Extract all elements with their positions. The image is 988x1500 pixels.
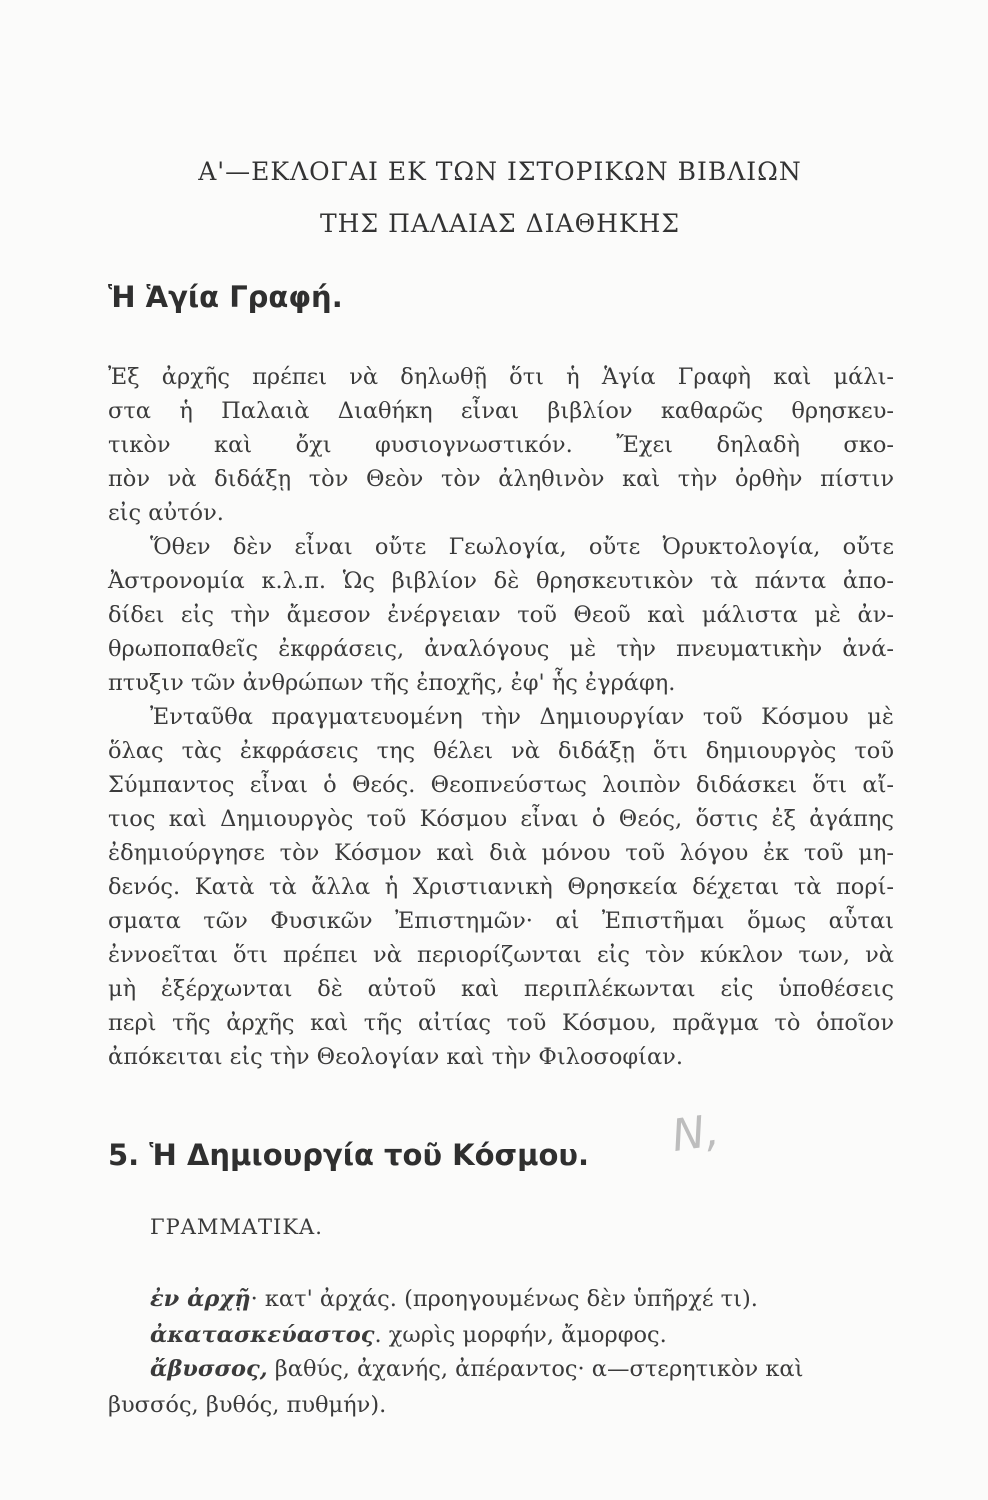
glossary-entry <box>150 1352 936 1386</box>
body-line: δενός. Κατὰ τὰ ἄλλα ἡ Χριστιανικὴ Θρησκεία δέχεται τὰ πορί- <box>108 874 894 900</box>
body-line: τιος καὶ Δημιουργὸς τοῦ Κόσμου εἶναι ὁ Θεός, ὅστις ἐξ ἀγάπης <box>108 806 894 832</box>
body-line: θρωποπαθεῖς ἐκφράσεις, ἀναλόγους μὲ τὴν πνευματικὴν ἀνά- <box>108 636 894 662</box>
body-line: Σύμπαντος εἶναι ὁ Θεός. Θεοπνεύστως λοιπὸν διδάσκει ὅτι αἴ- <box>108 772 894 798</box>
glossary-entry <box>150 1282 936 1316</box>
body-line: ἀπόκειται εἰς τὴν Θεολογίαν καὶ τὴν Φιλοσοφίαν. <box>108 1044 683 1070</box>
body-line: τικὸν καὶ ὄχι φυσιογνωστικόν. Ἔχει δηλαδὴ σκο- <box>108 432 894 458</box>
body-line: σματα τῶν Φυσικῶν Ἐπιστημῶν· αἱ Ἐπιστῆμαι ὅμως αὗται <box>108 908 894 934</box>
glossary-term: ἀκατασκεύαστος <box>150 1322 375 1348</box>
chapter-title-line-2: ΤΗΣ ΠΑΛΑΙΑΣ ΔΙΑΘΗΚΗΣ <box>319 209 681 238</box>
glossary-entry <box>150 1318 936 1352</box>
section-title-holy-scripture: Ἡ Ἁγία Γραφή. <box>108 280 343 314</box>
glossary-definition: βυσσός, βυθός, πυθμήν). <box>108 1392 387 1418</box>
body-line: δίδει εἰς τὴν ἄμεσον ἐνέργειαν τοῦ Θεοῦ καὶ μάλιστα μὲ ἀν- <box>108 602 894 628</box>
body-line: Ἐνταῦθα πραγματευομένη τὴν Δημιουργίαν τοῦ Κόσμου μὲ <box>150 704 894 730</box>
glossary-definition: · κατ' ἀρχάς. (προηγουμένως δὲν ὑπῆρχέ τι). <box>250 1286 758 1312</box>
body-line: Ἐξ ἀρχῆς πρέπει νὰ δηλωθῇ ὅτι ἡ Ἁγία Γραφὴ καὶ μάλι- <box>108 364 894 390</box>
body-line: μὴ ἐξέρχωνται δὲ αὐτοῦ καὶ περιπλέκωνται εἰς ὑποθέσεις <box>108 976 894 1002</box>
chapter-title-line-1: Α'—ΕΚΛΟΓΑΙ ΕΚ ΤΩΝ ΙΣΤΟΡΙΚΩΝ ΒΙΒΛΙΩΝ <box>198 157 802 186</box>
body-line: ἐννοεῖται ὅτι πρέπει νὰ περιορίζωνται εἰς τὸν κύκλον των, νὰ <box>108 942 894 968</box>
body-line: περὶ τῆς ἀρχῆς καὶ τῆς αἰτίας τοῦ Κόσμου, πρᾶγμα τὸ ὁποῖον <box>108 1010 894 1036</box>
glossary-term: ἄβυσσος, <box>150 1356 268 1382</box>
glossary-definition: . χωρὶς μορφήν, ἄμορφος. <box>374 1322 667 1348</box>
grammar-heading: ΓΡΑΜΜΑΤΙΚΑ. <box>150 1215 323 1239</box>
glossary-definition: βαθύς, ἀχανής, ἀπέραντος· α—στερητικὸν καὶ <box>267 1356 804 1382</box>
body-line: ὅλας τὰς ἐκφράσεις της θέλει νὰ διδάξῃ ὅτι δημιουργὸς τοῦ <box>108 738 894 764</box>
glossary-term: ἐν ἀρχῇ <box>150 1286 251 1312</box>
glossary-entry-continuation <box>108 1388 894 1422</box>
body-line: πτυξιν τῶν ἀνθρώπων τῆς ἐποχῆς, ἐφ' ἧς ἐγράφη. <box>108 670 676 696</box>
body-line: ἐδημιούργησε τὸν Κόσμον καὶ διὰ μόνου τοῦ λόγου ἐκ τοῦ μη- <box>108 840 894 866</box>
body-line: εἰς αὐτόν. <box>108 500 224 526</box>
body-line: Ὅθεν δὲν εἶναι οὔτε Γεωλογία, οὔτε Ὀρυκτολογία, οὔτε <box>150 534 894 560</box>
body-line: Ἀστρονομία κ.λ.π. Ὡς βιβλίον δὲ θρησκευτικὸν τὰ πάντα ἀπο- <box>108 568 894 594</box>
body-line: πὸν νὰ διδάξῃ τὸν Θεὸν τὸν ἀληθινὸν καὶ τὴν ὀρθὴν πίστιν <box>108 466 894 492</box>
body-line: στα ἡ Παλαιὰ Διαθήκη εἶναι βιβλίον καθαρῶς θρησκευ- <box>108 398 894 424</box>
handwritten-margin-note: N, <box>668 1104 723 1163</box>
section-title-creation: 5. Ἡ Δημιουργία τοῦ Κόσμου. <box>108 1138 589 1172</box>
